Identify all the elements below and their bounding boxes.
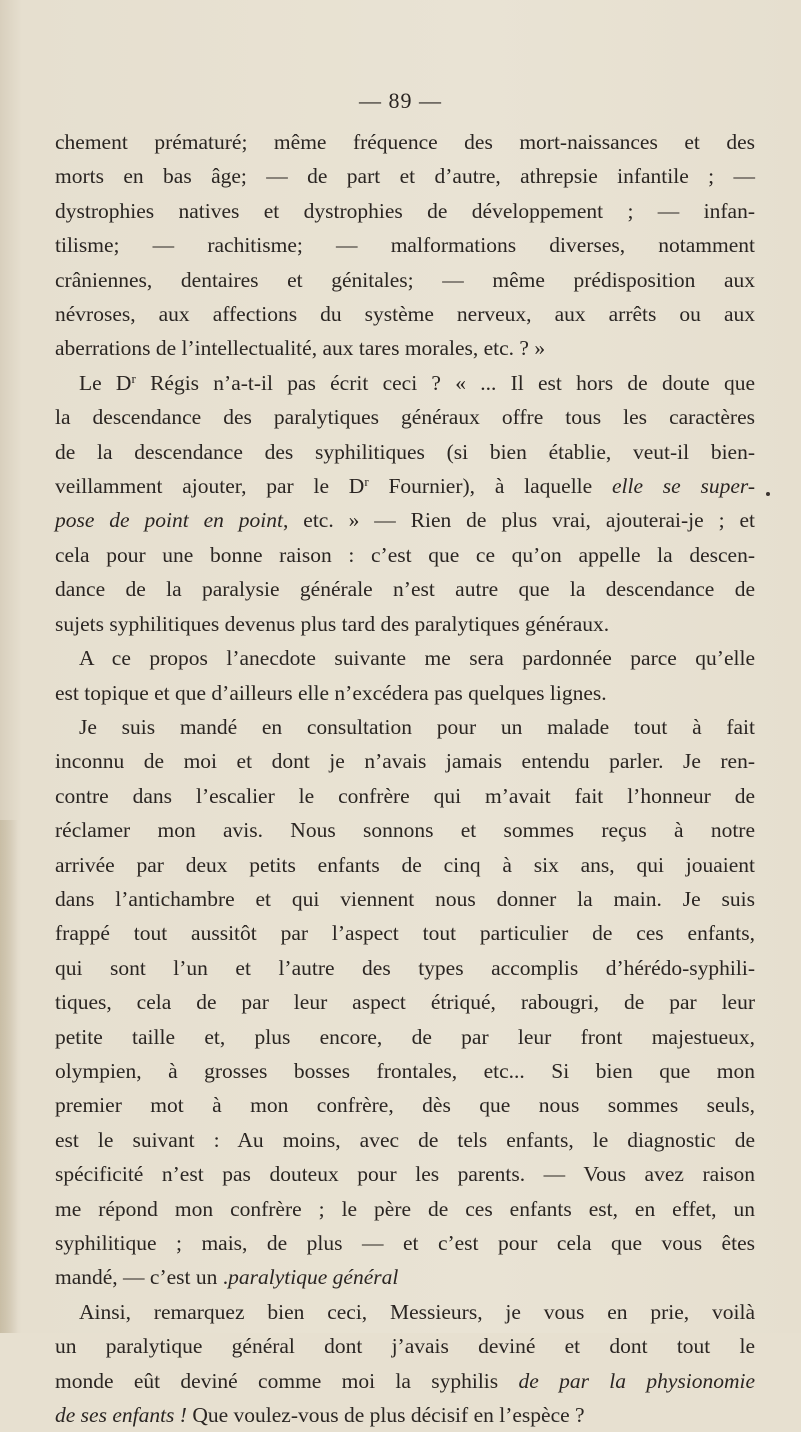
text-run: réclamer mon avis. Nous sonnons et sommes reçus à notre	[55, 818, 755, 843]
text-run: monde eût deviné comme moi la syphilis	[55, 1368, 519, 1393]
text-line	[55, 1088, 755, 1122]
text-line	[55, 331, 755, 365]
text-run: qui sont l’un et l’autre des types accomplis d’hérédo-syphili-	[55, 955, 755, 980]
text-run: arrivée par deux petits enfants de cinq à six ans, qui jouaient	[55, 852, 755, 877]
text-run: névroses, aux affections du système nerveux, aux arrêts ou aux	[55, 302, 755, 327]
text-line	[55, 607, 755, 641]
text-run: olympien, à grosses bosses frontales, etc... Si bien que mon	[55, 1058, 755, 1083]
text-line	[55, 297, 755, 331]
body-text	[55, 125, 755, 1432]
text-line	[55, 916, 755, 950]
text-line	[55, 572, 755, 606]
text-run: Ainsi, remarquez bien ceci, Messieurs, je vous en prie, voilà	[79, 1299, 755, 1324]
text-line	[55, 194, 755, 228]
text-run: crâniennes, dentaires et génitales; — même prédisposition aux	[55, 267, 755, 292]
text-line	[55, 1157, 755, 1191]
text-run: spécificité n’est pas douteux pour les parents. — Vous avez raison	[55, 1162, 755, 1187]
text-line	[55, 1260, 755, 1294]
text-run: cela pour une bonne raison : c’est que ce qu’on appelle la descen-	[55, 542, 755, 567]
text-run: sujets syphilitiques devenus plus tard des paralytiques généraux.	[55, 611, 610, 636]
page-edge-shadow	[0, 820, 18, 1333]
text-run: tiques, cela de par leur aspect étriqué, rabougri, de par leur	[55, 990, 755, 1015]
italic-text: elle se super-	[611, 474, 756, 499]
text-run: premier mot à mon confrère, dès que nous sommes seuls,	[55, 1093, 755, 1118]
text-line	[55, 159, 755, 193]
text-line	[55, 1295, 755, 1329]
text-line	[55, 503, 755, 537]
text-line	[55, 641, 755, 675]
text-line	[55, 366, 755, 400]
text-run: la descendance des paralytiques généraux offre tous les caractères	[55, 405, 755, 430]
text-run: A ce propos l’anecdote suivante me sera pardonnée parce qu’elle	[79, 646, 755, 671]
text-run: , etc. » — Rien de plus vrai, ajouterai-je ; et	[283, 508, 755, 533]
text-line	[55, 1226, 755, 1260]
text-line	[55, 435, 755, 469]
text-run: un paralytique général dont j’avais deviné et dont tout le	[55, 1334, 755, 1359]
print-speck	[766, 492, 770, 496]
text-line	[55, 1123, 755, 1157]
superscript: r	[131, 370, 136, 386]
text-run: aberrations de l’intellectualité, aux tares morales, etc. ? »	[55, 336, 546, 361]
text-run: .	[222, 1265, 229, 1290]
text-run: petite taille et, plus encore, de par leur front majestueux,	[55, 1024, 755, 1049]
text-line	[55, 469, 755, 503]
text-run: frappé tout aussitôt par l’aspect tout particulier de ces enfants,	[55, 921, 755, 946]
text-run: me répond mon confrère ; le père de ces enfants est, en effet, un	[55, 1196, 755, 1221]
text-run: veillamment ajouter, par le D	[55, 474, 365, 499]
text-run: morts en bas âge; — de part et d’autre, athrepsie infantile ; —	[55, 164, 755, 189]
text-line	[55, 951, 755, 985]
text-line	[55, 538, 755, 572]
text-line	[55, 676, 755, 710]
text-line	[55, 813, 755, 847]
text-line	[55, 1329, 755, 1363]
text-run: syphilitique ; mais, de plus — et c’est pour cela que vous êtes	[55, 1231, 755, 1255]
text-line	[55, 1364, 755, 1398]
italic-text: pose de point en point	[55, 508, 283, 533]
page-number: — 89 —	[359, 88, 442, 113]
text-run: dans l’antichambre et qui viennent nous donner la main. Je suis	[55, 886, 755, 911]
text-line	[55, 1054, 755, 1088]
text-line	[55, 1020, 755, 1054]
text-run: est le suivant : Au moins, avec de tels enfants, le diagnostic de	[55, 1127, 755, 1152]
text-run: Régis n’a-t-il pas écrit ceci ? « ... Il est hors de doute que	[135, 370, 756, 395]
text-run: est topique et que d’ailleurs elle n’excédera pas quelques lignes.	[55, 680, 607, 705]
text-run: Fournier), à laquelle	[368, 474, 612, 499]
text-line	[55, 1398, 755, 1432]
text-line	[55, 848, 755, 882]
text-run: contre dans l’escalier le confrère qui m’avait fait l’honneur de	[55, 783, 755, 808]
text-run: de la descendance des syphilitiques (si bien établie, veut-il bien-	[55, 439, 755, 464]
text-run: Que voulez-vous de plus décisif en l’espèce ?	[186, 1403, 585, 1428]
text-line	[55, 125, 755, 159]
text-run: inconnu de moi et dont je n’avais jamais entendu parler. Je ren-	[55, 749, 755, 774]
text-line	[55, 882, 755, 916]
text-run: dance de la paralysie générale n’est autre que la descendance de	[55, 577, 755, 602]
text-run: chement prématuré; même fréquence des mort-naissances et des	[55, 130, 755, 154]
text-line	[55, 263, 755, 297]
text-line	[55, 1192, 755, 1226]
italic-text: de ses enfants !	[55, 1403, 187, 1428]
text-line	[55, 779, 755, 813]
superscript: r	[364, 474, 369, 490]
text-line	[55, 228, 755, 262]
text-line	[55, 744, 755, 778]
italic-text: de par la physionomie	[518, 1368, 755, 1393]
text-line	[55, 710, 755, 744]
text-line	[55, 400, 755, 434]
text-run: Je suis mandé en consultation pour un malade tout à fait	[79, 714, 755, 739]
text-line	[55, 985, 755, 1019]
text-run: mandé, — c’est un	[55, 1265, 223, 1290]
text-run: tilisme; — rachitisme; — malformations diverses, notamment	[55, 233, 755, 258]
text-run: Le D	[79, 370, 132, 395]
italic-text: paralytique général	[228, 1265, 399, 1290]
text-run: dystrophies natives et dystrophies de développement ; — infan-	[55, 198, 755, 223]
